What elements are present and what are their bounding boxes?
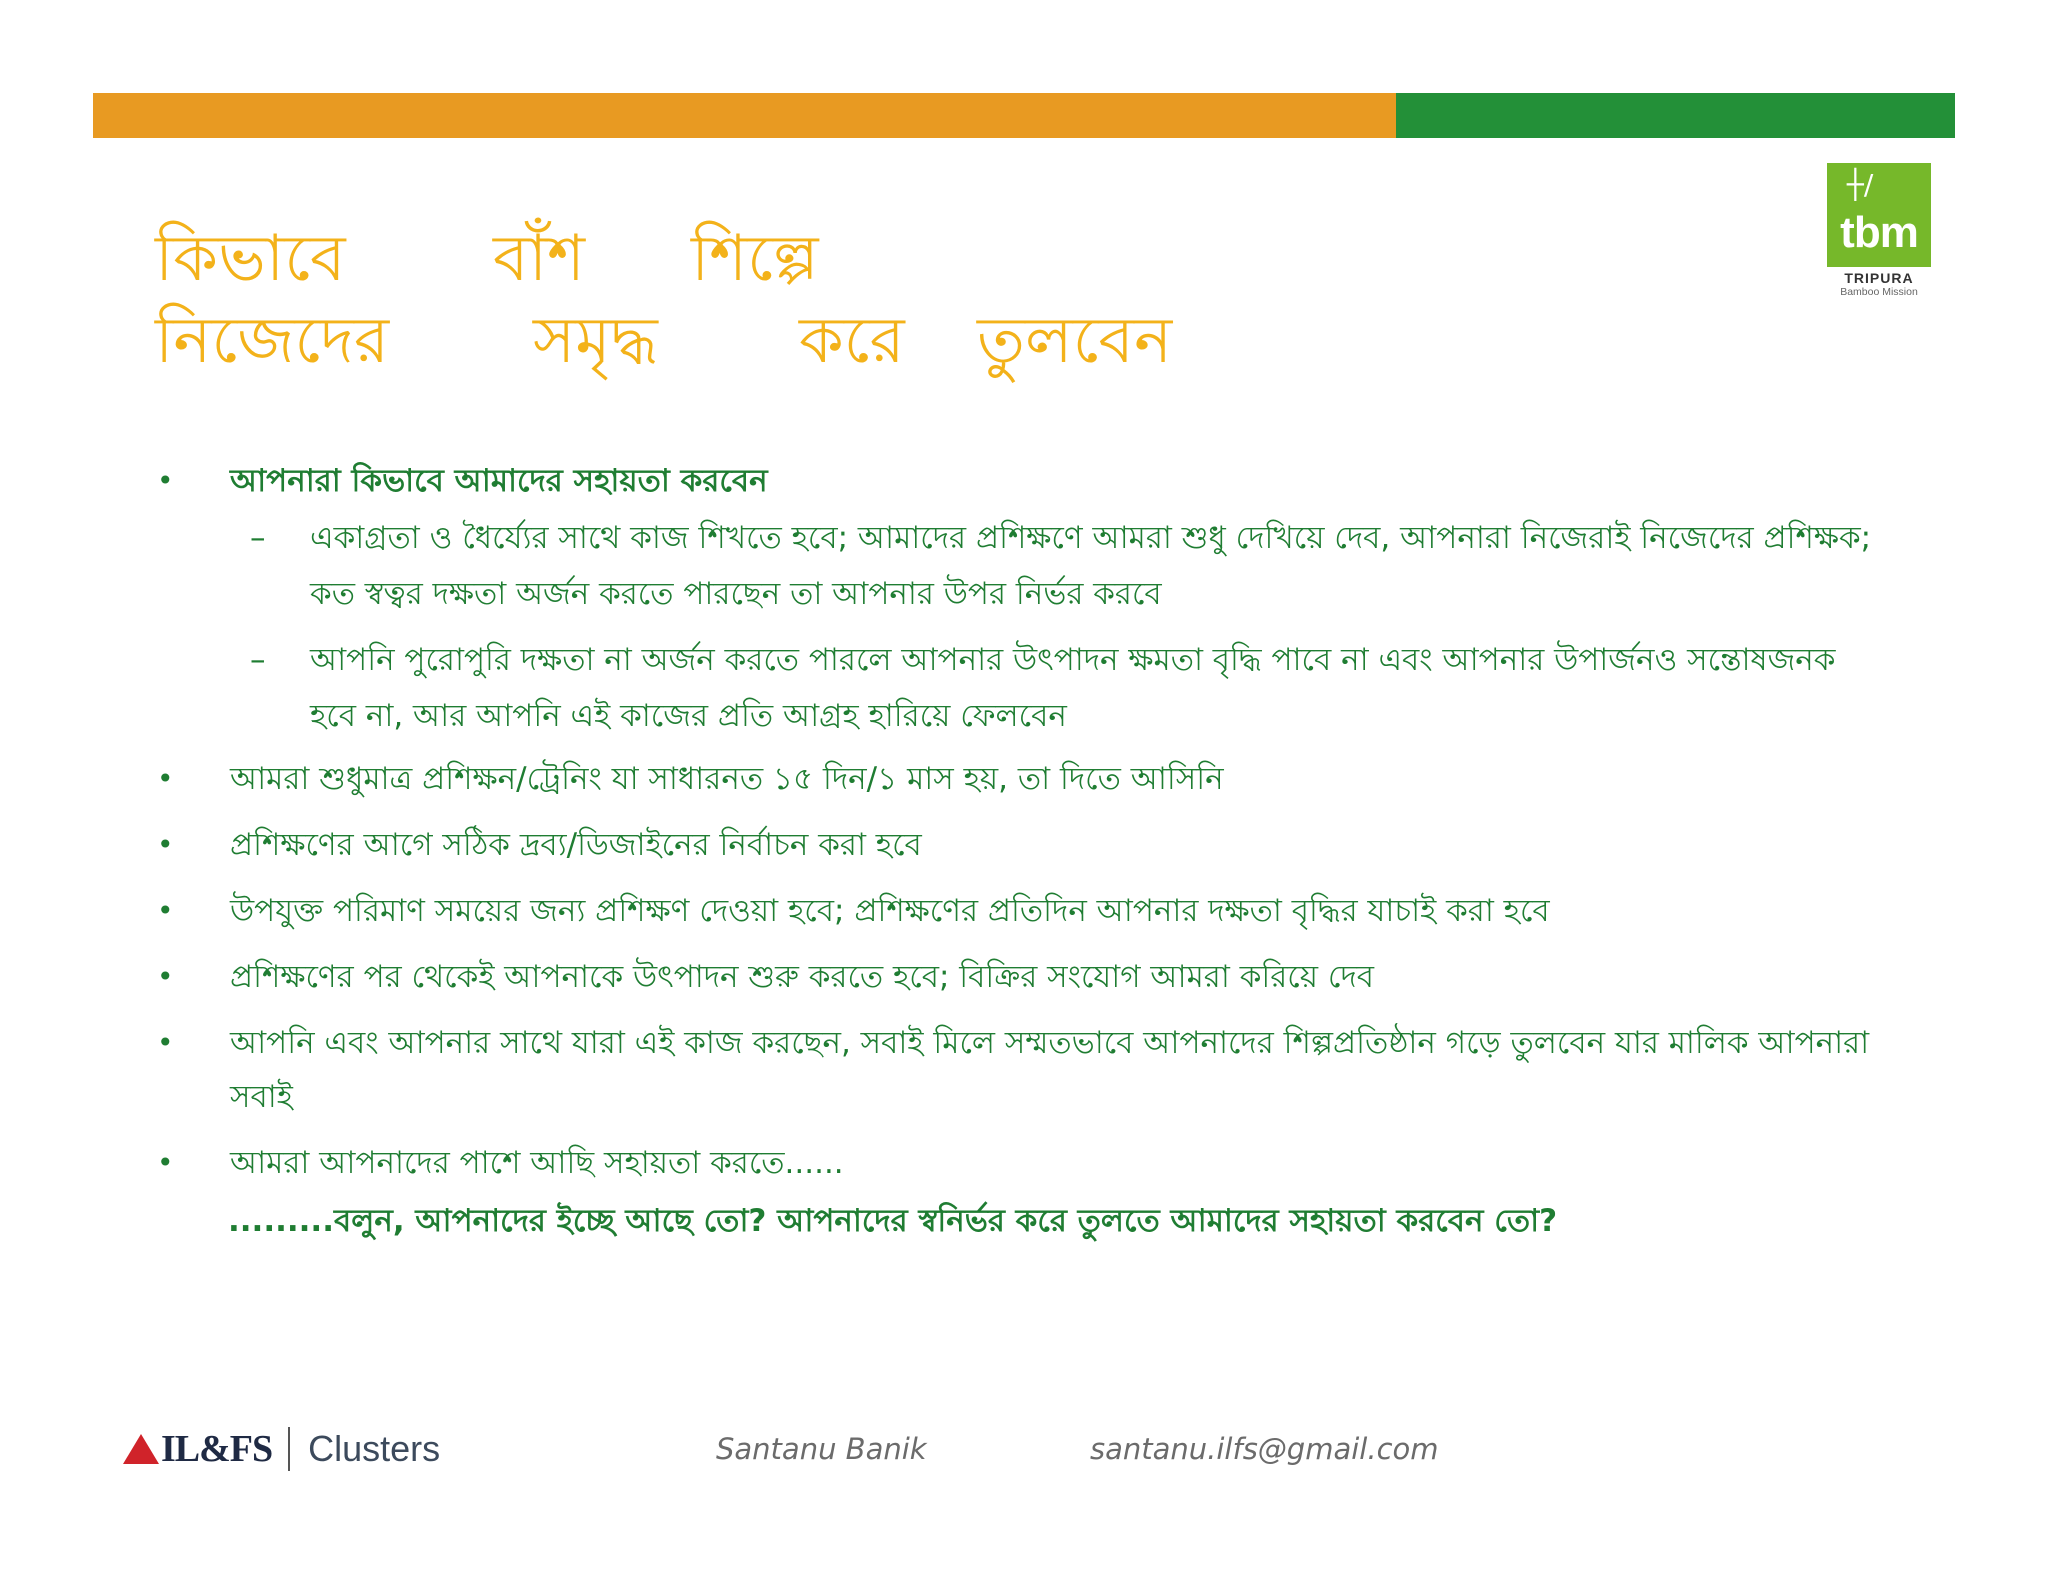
list-item: [155, 752, 1875, 806]
list-item: [155, 818, 1875, 872]
title-line-1: [155, 218, 1255, 300]
list-item: [155, 950, 1875, 1004]
header-color-bar: [93, 93, 1955, 138]
header-bar-green: [1396, 93, 1955, 138]
title-line-2: [155, 300, 1255, 382]
dash-icon: –: [250, 642, 266, 678]
ilfs-logo: [123, 1424, 440, 1474]
list-item: [155, 1136, 1875, 1190]
dash-icon: –: [250, 520, 266, 556]
bullet-icon: •: [157, 1146, 174, 1179]
list-item-text: আমরা আপনাদের পাশে আছি সহায়তা করতে......: [230, 1145, 844, 1181]
list-item-text: আমরা শুধুমাত্র প্রশিক্ষন/ট্রেনিং যা সাধারনত ১৫ দিন/১ মাস হয়, তা দিতে আসিনি: [230, 761, 1224, 797]
bullet-icon: •: [157, 464, 174, 497]
closing-question: .........বলুন, আপনাদের ইচ্ছে আছে তো? আপনাদের স্বনির্ভর করে তুলতে আমাদের সহায়তা করবেন তো?: [228, 1203, 1558, 1239]
list-item-text: উপযুক্ত পরিমাণ সময়ের জন্য প্রশিক্ষণ দেওয়া হবে; প্রশিক্ষণের প্রতিদিন আপনার দক্ষতা বৃদ্ধির যাচাই করা হবে: [230, 893, 1550, 929]
title-word: বাঁশ: [493, 222, 586, 296]
title-word: তুলবেন: [977, 304, 1173, 378]
footer: [0, 1420, 2048, 1480]
list-item-heading: [155, 454, 1875, 508]
bullet-icon: •: [157, 828, 174, 861]
bullet-icon: •: [157, 1026, 174, 1059]
bullet-icon: •: [157, 894, 174, 927]
sub-list-item: [250, 510, 1875, 622]
title-word: সমৃদ্ধ: [533, 304, 658, 378]
list-item-text: আপনারা কিভাবে আমাদের সহায়তা করবেন: [230, 463, 768, 499]
tbm-logo-name: TRIPURA: [1844, 270, 1914, 286]
bullet-icon: •: [157, 960, 174, 993]
tbm-logo-word: tbm: [1840, 208, 1918, 257]
slide-content: [155, 454, 1875, 1248]
list-item-text: প্রশিক্ষণের পর থেকেই আপনাকে উৎপাদন শুরু করতে হবে; বিক্রির সংযোগ আমরা করিয়ে দেব: [230, 959, 1374, 995]
title-word: কিভাবে: [155, 222, 346, 296]
author-email: santanu.ilfs@gmail.com: [1090, 1432, 1439, 1466]
bullet-icon: •: [157, 762, 174, 795]
sub-list-item-text: একাগ্রতা ও ধৈর্য্যের সাথে কাজ শিখতে হবে; আমাদের প্রশিক্ষণে আমরা শুধু দেখিয়ে দেব, আপনারা নিজেরাই নিজেদের প্রশিক্ষক; কত স্বত্বর দক্ষতা অর্জন করতে পারছেন তা আপনার উপর নির্ভর করবে: [310, 520, 1872, 612]
ilfs-division-text: Clusters: [308, 1428, 441, 1469]
ilfs-brand-text: IL&FS: [161, 1428, 273, 1470]
title-word: শিল্পে: [691, 222, 819, 296]
author-name: Santanu Banik: [716, 1432, 927, 1466]
bamboo-icon: ┼/: [1847, 168, 1874, 201]
title-word: করে: [799, 304, 905, 378]
tbm-logo-box: [1827, 163, 1931, 267]
tbm-logo-subtitle: Bamboo Mission: [1840, 286, 1918, 298]
list-item: [155, 884, 1875, 938]
ilfs-triangle-icon: [123, 1434, 159, 1464]
header-bar-orange: [93, 93, 1396, 138]
list-item-text: প্রশিক্ষণের আগে সঠিক দ্রব্য/ডিজাইনের নির্বাচন করা হবে: [230, 827, 922, 863]
sub-list-item: [250, 632, 1875, 744]
list-item-text: আপনি এবং আপনার সাথে যারা এই কাজ করছেন, সবাই মিলে সম্মতভাবে আপনাদের শিল্পপ্রতিষ্ঠান গড়ে তুলবেন যার মালিক আপনারা সবাই: [230, 1025, 1870, 1115]
slide-title: [155, 218, 1255, 382]
title-word: নিজেদের: [155, 304, 390, 378]
sub-list-item-text: আপনি পুরোপুরি দক্ষতা না অর্জন করতে পারলে আপনার উৎপাদন ক্ষমতা বৃদ্ধি পাবে না এবং আপনার উপার্জনও সন্তোষজনক হবে না, আর আপনি এই কাজের প্রতি আগ্রহ হারিয়ে ফেলবেন: [310, 642, 1836, 734]
divider: [288, 1427, 290, 1471]
list-item: [155, 1016, 1875, 1124]
tbm-logo: [1824, 163, 1934, 301]
